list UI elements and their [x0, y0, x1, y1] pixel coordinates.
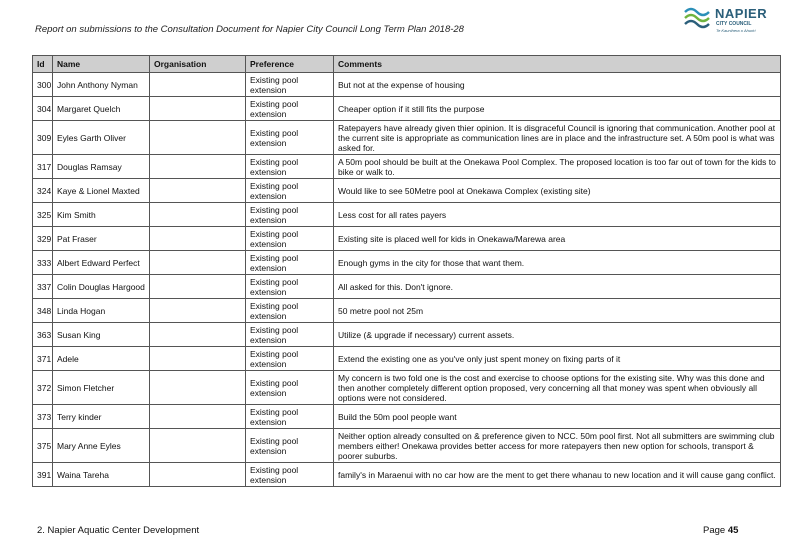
cell-name: Mary Anne Eyles — [53, 429, 150, 463]
cell-id: 325 — [33, 203, 53, 227]
cell-preference: Existing pool extension — [246, 463, 334, 487]
cell-name: Kaye & Lionel Maxted — [53, 179, 150, 203]
cell-organisation — [150, 97, 246, 121]
logo-name: NAPIER — [715, 6, 768, 21]
cell-name: Simon Fletcher — [53, 371, 150, 405]
cell-name: Kim Smith — [53, 203, 150, 227]
cell-name: John Anthony Nyman — [53, 73, 150, 97]
submissions-table — [32, 55, 781, 487]
column-header-organisation: Organisation — [150, 56, 246, 73]
cell-comment: Ratepayers have already given thier opinion. It is disgraceful Council is ignoring that communication. Another pool at the current site is appropriate as communication lines are in place and the infrastructure set. A 50m pool is what was asked for. — [334, 121, 781, 155]
cell-preference: Existing pool extension — [246, 179, 334, 203]
cell-organisation — [150, 155, 246, 179]
cell-comment: All asked for this. Don't ignore. — [334, 275, 781, 299]
table-row — [33, 405, 781, 429]
cell-id: 304 — [33, 97, 53, 121]
footer-section-title: 2. Napier Aquatic Center Development — [37, 525, 200, 536]
cell-preference: Existing pool extension — [246, 227, 334, 251]
cell-comment: Extend the existing one as you've only just spent money on fixing parts of it — [334, 347, 781, 371]
table-row — [33, 275, 781, 299]
logo-subtitle: CITY COUNCIL — [716, 21, 752, 27]
cell-name: Susan King — [53, 323, 150, 347]
cell-preference: Existing pool extension — [246, 275, 334, 299]
cell-comment: Less cost for all rates payers — [334, 203, 781, 227]
table-row — [33, 429, 781, 463]
cell-organisation — [150, 299, 246, 323]
cell-preference: Existing pool extension — [246, 347, 334, 371]
table-row — [33, 371, 781, 405]
cell-comment: Existing site is placed well for kids in Onekawa/Marewa area — [334, 227, 781, 251]
cell-preference: Existing pool extension — [246, 155, 334, 179]
cell-id: 372 — [33, 371, 53, 405]
cell-comment: A 50m pool should be built at the Onekawa Pool Complex. The proposed location is too far out of town for the kids to bike or walk to. — [334, 155, 781, 179]
cell-name: Adele — [53, 347, 150, 371]
cell-preference: Existing pool extension — [246, 73, 334, 97]
cell-preference: Existing pool extension — [246, 323, 334, 347]
logo-tagline: Te Kaunihera o Ahuriri — [716, 28, 756, 33]
table-row — [33, 155, 781, 179]
cell-preference: Existing pool extension — [246, 299, 334, 323]
cell-comment: Build the 50m pool people want — [334, 405, 781, 429]
cell-name: Albert Edward Perfect — [53, 251, 150, 275]
table-row — [33, 73, 781, 97]
cell-name: Douglas Ramsay — [53, 155, 150, 179]
cell-id: 348 — [33, 299, 53, 323]
cell-comment: Would like to see 50Metre pool at Onekawa Complex (existing site) — [334, 179, 781, 203]
cell-organisation — [150, 73, 246, 97]
cell-organisation — [150, 463, 246, 487]
cell-id: 391 — [33, 463, 53, 487]
cell-organisation — [150, 347, 246, 371]
cell-organisation — [150, 371, 246, 405]
column-header-comments: Comments — [334, 56, 781, 73]
page-label: Page — [703, 525, 728, 536]
cell-organisation — [150, 203, 246, 227]
table-row — [33, 121, 781, 155]
cell-preference: Existing pool extension — [246, 405, 334, 429]
cell-name: Waina Tareha — [53, 463, 150, 487]
cell-organisation — [150, 323, 246, 347]
cell-organisation — [150, 251, 246, 275]
cell-preference: Existing pool extension — [246, 121, 334, 155]
cell-id: 329 — [33, 227, 53, 251]
cell-organisation — [150, 121, 246, 155]
cell-id: 373 — [33, 405, 53, 429]
table-row — [33, 179, 781, 203]
table-row — [33, 97, 781, 121]
cell-comment: Neither option already consulted on & preference given to NCC. 50m pool first. Not all submitters are swimming club members either! Onekawa provides better access for more ratepayers then new option for schools, transport & poorer suburbs. — [334, 429, 781, 463]
cell-preference: Existing pool extension — [246, 429, 334, 463]
wave-logo-icon — [683, 4, 711, 30]
column-header-preference: Preference — [246, 56, 334, 73]
cell-organisation — [150, 179, 246, 203]
column-header-id: Id — [33, 56, 53, 73]
table-row — [33, 203, 781, 227]
cell-organisation — [150, 429, 246, 463]
cell-comment: Utilize (& upgrade if necessary) current assets. — [334, 323, 781, 347]
cell-organisation — [150, 275, 246, 299]
report-title: Report on submissions to the Consultation Document for Napier City Council Long Term Plan 2018-28 — [35, 24, 464, 35]
column-header-name: Name — [53, 56, 150, 73]
cell-name: Eyles Garth Oliver — [53, 121, 150, 155]
table-row — [33, 299, 781, 323]
cell-id: 371 — [33, 347, 53, 371]
cell-name: Linda Hogan — [53, 299, 150, 323]
cell-comment: 50 metre pool not 25m — [334, 299, 781, 323]
cell-comment: My concern is two fold one is the cost and exercise to choose options for the existing site. Why was this done and then another completely different option proposed, very concerning all that money was spent when obviously all options were not considered. — [334, 371, 781, 405]
cell-comment: Enough gyms in the city for those that want them. — [334, 251, 781, 275]
cell-preference: Existing pool extension — [246, 371, 334, 405]
cell-id: 337 — [33, 275, 53, 299]
cell-id: 324 — [33, 179, 53, 203]
cell-id: 363 — [33, 323, 53, 347]
cell-preference: Existing pool extension — [246, 97, 334, 121]
table-row — [33, 323, 781, 347]
cell-name: Colin Douglas Hargood — [53, 275, 150, 299]
table-row — [33, 227, 781, 251]
cell-id: 317 — [33, 155, 53, 179]
cell-name: Margaret Quelch — [53, 97, 150, 121]
cell-id: 309 — [33, 121, 53, 155]
cell-preference: Existing pool extension — [246, 203, 334, 227]
page-number — [703, 525, 738, 536]
cell-comment: But not at the expense of housing — [334, 73, 781, 97]
cell-name: Terry kinder — [53, 405, 150, 429]
cell-comment: family's in Maraenui with no car how are the ment to get there whanau to new location and it will cause gang conflict. — [334, 463, 781, 487]
cell-organisation — [150, 227, 246, 251]
table-header-row — [33, 56, 781, 73]
cell-comment: Cheaper option if it still fits the purpose — [334, 97, 781, 121]
table-row — [33, 251, 781, 275]
cell-id: 333 — [33, 251, 53, 275]
page-number-value: 45 — [727, 525, 739, 536]
cell-name: Pat Fraser — [53, 227, 150, 251]
cell-id: 300 — [33, 73, 53, 97]
cell-id: 375 — [33, 429, 53, 463]
cell-organisation — [150, 405, 246, 429]
table-row — [33, 463, 781, 487]
napier-logo — [683, 2, 768, 42]
table-row — [33, 347, 781, 371]
cell-preference: Existing pool extension — [246, 251, 334, 275]
